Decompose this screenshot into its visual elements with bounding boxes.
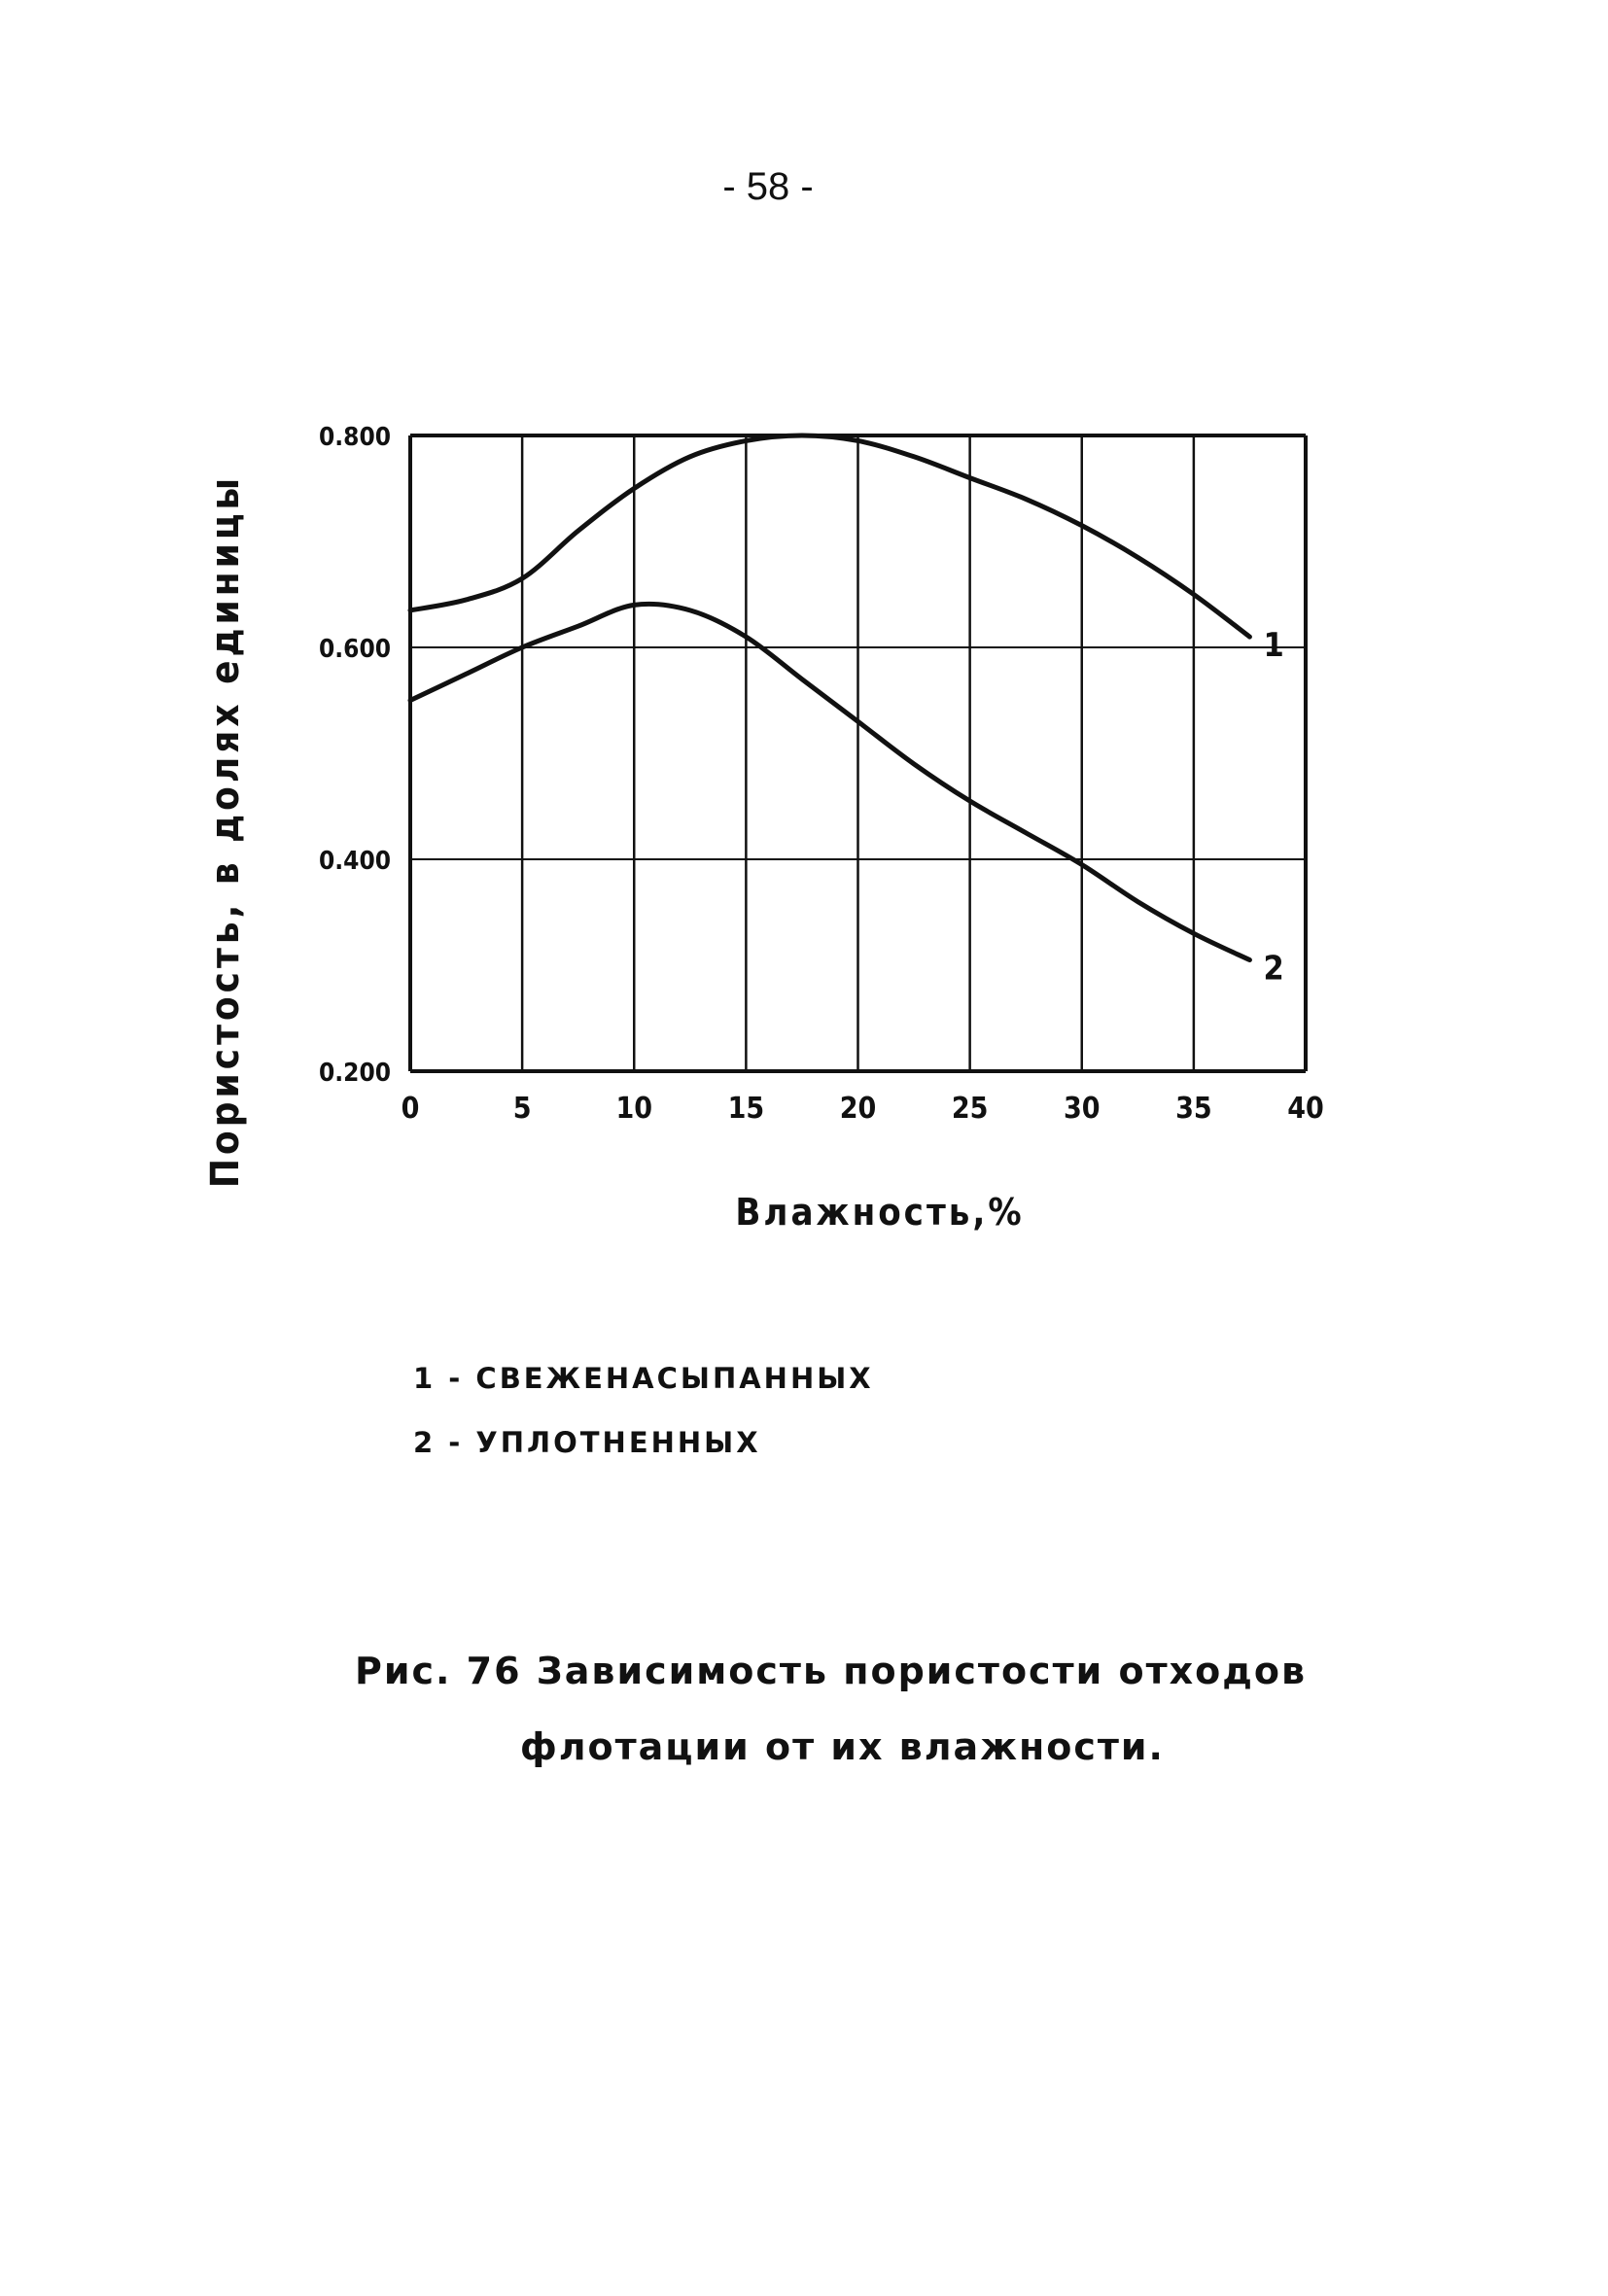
caption-line-1: Рис. 76 Зависимость пористости отходов <box>355 1650 1308 1692</box>
series-line-2 <box>410 604 1249 959</box>
x-tick-label: 30 <box>1063 1092 1101 1126</box>
grid <box>410 435 1306 1071</box>
x-tick-label: 5 <box>512 1092 532 1126</box>
x-tick-label: 40 <box>1287 1092 1324 1126</box>
series-label-2: 2 <box>1263 949 1284 989</box>
series-lines <box>410 435 1284 989</box>
page-number: - 58 - <box>722 165 814 208</box>
x-tick-label: 25 <box>951 1092 989 1126</box>
x-tick-label: 35 <box>1175 1092 1212 1126</box>
legend <box>413 1346 874 1475</box>
figure-caption <box>355 1633 1307 1785</box>
y-axis-label: Пористость, в долях единицы <box>203 473 248 1189</box>
x-tick-label: 20 <box>839 1092 877 1126</box>
tick-labels <box>319 423 1324 1126</box>
x-tick-label: 0 <box>401 1092 420 1126</box>
y-tick-label: 0.800 <box>319 423 391 452</box>
y-tick-label: 0.400 <box>319 847 391 876</box>
series-label-1: 1 <box>1263 626 1284 666</box>
x-tick-label: 15 <box>727 1092 765 1126</box>
legend-item-1: 1 - СВЕЖЕНАСЫПАННЫХ <box>413 1362 874 1395</box>
legend-item-2: 2 - УПЛОТНЕННЫХ <box>413 1426 761 1459</box>
series-line-1 <box>410 435 1249 637</box>
caption-line-2: флотации от их влажности. <box>520 1725 1165 1768</box>
y-tick-label: 0.600 <box>319 635 391 664</box>
x-axis-label: Влажность,% <box>735 1191 1025 1234</box>
x-tick-label: 10 <box>615 1092 653 1126</box>
y-tick-label: 0.200 <box>319 1059 391 1088</box>
